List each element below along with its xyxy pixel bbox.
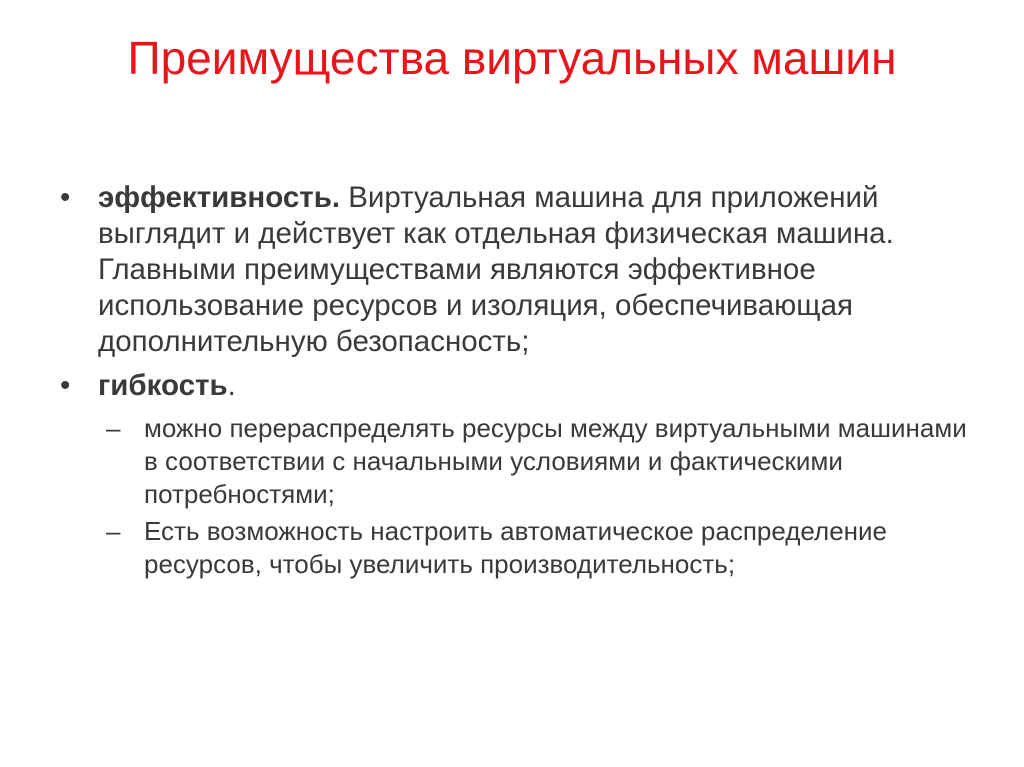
bullet-term: гибкость (98, 369, 228, 402)
slide-title: Преимущества виртуальных машин (127, 32, 897, 84)
bullet-marker: • (60, 369, 71, 402)
bullet-term: эффективность. (98, 181, 341, 214)
bullet-efficiency (60, 180, 980, 360)
sub-bullet-marker: – (106, 413, 121, 443)
sub-bullet-list (106, 412, 980, 581)
slide-body (60, 180, 980, 585)
bullet-text: Виртуальная машина для приложений выглядит и действует как отдельная физическая машина. Главными преимуществами являются эффективное использование ресурсов и изоляция, обеспечивающая дополнительную безопасность; (98, 181, 894, 358)
sub-bullet-text: можно перераспределять ресурсы между виртуальными машинами в соответствии с начальными условиями и фактическими потребностями; (144, 413, 967, 509)
bullet-text: . (227, 369, 236, 402)
sub-bullet-auto-distribution (106, 515, 980, 581)
sub-bullet-text: Есть возможность настроить автоматическое распределение ресурсов, чтобы увеличить производительность; (144, 516, 887, 579)
bullet-marker: • (60, 181, 71, 214)
bullet-flexibility (60, 368, 980, 404)
sub-bullet-marker: – (106, 516, 121, 546)
sub-bullet-redistribute (106, 412, 980, 511)
